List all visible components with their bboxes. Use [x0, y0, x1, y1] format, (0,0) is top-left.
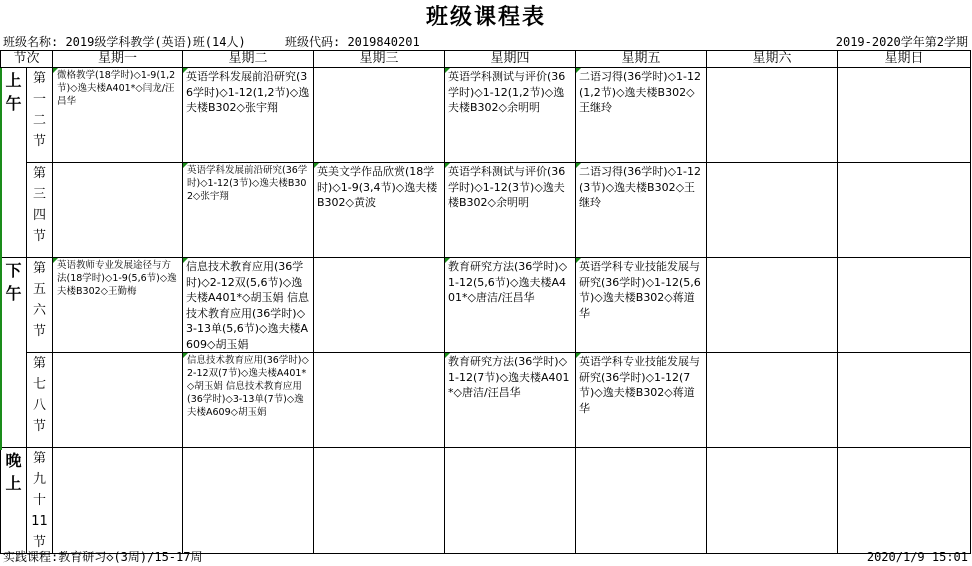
empty-cell: [838, 163, 971, 258]
empty-cell: [838, 68, 971, 163]
timestamp: 2020/1/9 15:01: [866, 550, 968, 564]
course-cell[interactable]: [183, 258, 314, 353]
course-text: 二语习得(36学时)◇1-12(3节)◇逸夫楼B302◇王继玲: [579, 165, 702, 209]
footer: [0, 548, 972, 566]
header-saturday: 星期六: [707, 51, 838, 68]
header-wednesday: 星期三: [314, 51, 445, 68]
empty-cell: [314, 353, 445, 448]
empty-cell: [707, 163, 838, 258]
header-friday: 星期五: [576, 51, 707, 68]
empty-cell: [445, 448, 576, 554]
course-cell[interactable]: [314, 163, 445, 258]
term-label: 2019-2020学年第2学期: [835, 35, 968, 49]
session-label: 第一二节: [27, 68, 53, 163]
course-cell[interactable]: [576, 163, 707, 258]
empty-cell: [838, 353, 971, 448]
period-morning: 上午: [1, 68, 27, 258]
empty-cell: [53, 163, 183, 258]
course-cell[interactable]: [576, 258, 707, 353]
course-cell[interactable]: [53, 258, 183, 353]
session-label: 第五六节: [27, 258, 53, 353]
course-text: 微格教学(18学时)◇1-9(1,2节)◇逸夫楼A401*◇闫龙/汪昌华: [57, 70, 176, 107]
course-cell[interactable]: [183, 163, 314, 258]
selection-indicator: [0, 68, 2, 450]
course-text: 英语学科测试与评价(36学时)◇1-12(1,2节)◇逸夫楼B302◇余明明: [448, 70, 566, 114]
course-text: 英语学科专业技能发展与研究(36学时)◇1-12(5,6节)◇逸夫楼B302◇蒋道华: [579, 260, 701, 320]
empty-cell: [53, 448, 183, 554]
course-cell[interactable]: [445, 353, 576, 448]
course-text: 信息技术教育应用(36学时)◇2-12双(5,6节)◇逸夫楼A401*◇胡玉娟 信息技术教育应用(36学时)◇3-13单(5,6节)◇逸夫楼A609◇胡玉娟: [186, 260, 309, 351]
header-tuesday: 星期二: [183, 51, 314, 68]
empty-cell: [314, 258, 445, 353]
empty-cell: [53, 353, 183, 448]
course-cell[interactable]: [576, 353, 707, 448]
course-text: 英语学科测试与评价(36学时)◇1-12(3节)◇逸夫楼B302◇余明明: [448, 165, 566, 209]
empty-cell: [707, 448, 838, 554]
empty-cell: [838, 258, 971, 353]
course-cell[interactable]: [183, 68, 314, 163]
session-label: 第三四节: [27, 163, 53, 258]
page-title: 班级课程表: [425, 4, 546, 30]
empty-cell: [707, 68, 838, 163]
course-text: 英语教师专业发展途径与方法(18学时)◇1-9(5,6节)◇逸夫楼B302◇王勤梅: [57, 260, 177, 297]
period-evening: 晚上: [1, 448, 27, 554]
course-cell[interactable]: [445, 163, 576, 258]
table-row: [1, 448, 971, 554]
schedule-table: [0, 50, 971, 554]
session-label: 第七八节: [27, 353, 53, 448]
course-cell[interactable]: [445, 258, 576, 353]
table-row: [1, 258, 971, 353]
course-cell[interactable]: [445, 68, 576, 163]
empty-cell: [838, 448, 971, 554]
header-thursday: 星期四: [445, 51, 576, 68]
period-afternoon: 下午: [1, 258, 27, 448]
empty-cell: [183, 448, 314, 554]
header-sunday: 星期日: [838, 51, 971, 68]
empty-cell: [314, 448, 445, 554]
info-bar: [0, 34, 972, 50]
course-text: 英美文学作品欣赏(18学时)◇1-9(3,4节)◇逸夫楼B302◇黄波: [317, 165, 438, 209]
course-text: 英语学科发展前沿研究(36学时)◇1-12(1,2节)◇逸夫楼B302◇张宇翔: [186, 70, 310, 114]
course-cell[interactable]: [576, 68, 707, 163]
course-text: 教育研究方法(36学时)◇1-12(7节)◇逸夫楼A401*◇唐洁/汪昌华: [448, 355, 570, 399]
course-text: 教育研究方法(36学时)◇1-12(5,6节)◇逸夫楼A401*◇唐洁/汪昌华: [448, 260, 568, 304]
header-row: [1, 51, 971, 68]
header-period: 节次: [1, 51, 53, 68]
session-label: 第九十11节: [27, 448, 53, 554]
empty-cell: [314, 68, 445, 163]
empty-cell: [707, 353, 838, 448]
class-code: 班级代码: 2019840201: [285, 35, 420, 49]
course-cell[interactable]: [183, 353, 314, 448]
practice-course: 实践课程:教育研习◇(3周)/15-17周: [3, 550, 203, 564]
course-text: 英语学科专业技能发展与研究(36学时)◇1-12(7节)◇逸夫楼B302◇蒋道华: [579, 355, 701, 415]
course-text: 信息技术教育应用(36学时)◇2-12双(7节)◇逸夫楼A401*◇胡玉娟 信息技术教育应用(36学时)◇3-13单(7节)◇逸夫楼A609◇胡玉娟: [187, 355, 309, 418]
course-text: 二语习得(36学时)◇1-12(1,2节)◇逸夫楼B302◇王继玲: [579, 70, 702, 114]
table-row: [1, 68, 971, 163]
class-name: 班级名称: 2019级学科教学(英语)班(14人): [3, 35, 246, 49]
table-row: [1, 163, 971, 258]
empty-cell: [707, 258, 838, 353]
course-text: 英语学科发展前沿研究(36学时)◇1-12(3节)◇逸夫楼B302◇张宇翔: [187, 165, 308, 202]
table-row: [1, 353, 971, 448]
empty-cell: [576, 448, 707, 554]
header-monday: 星期一: [53, 51, 183, 68]
course-cell[interactable]: [53, 68, 183, 163]
